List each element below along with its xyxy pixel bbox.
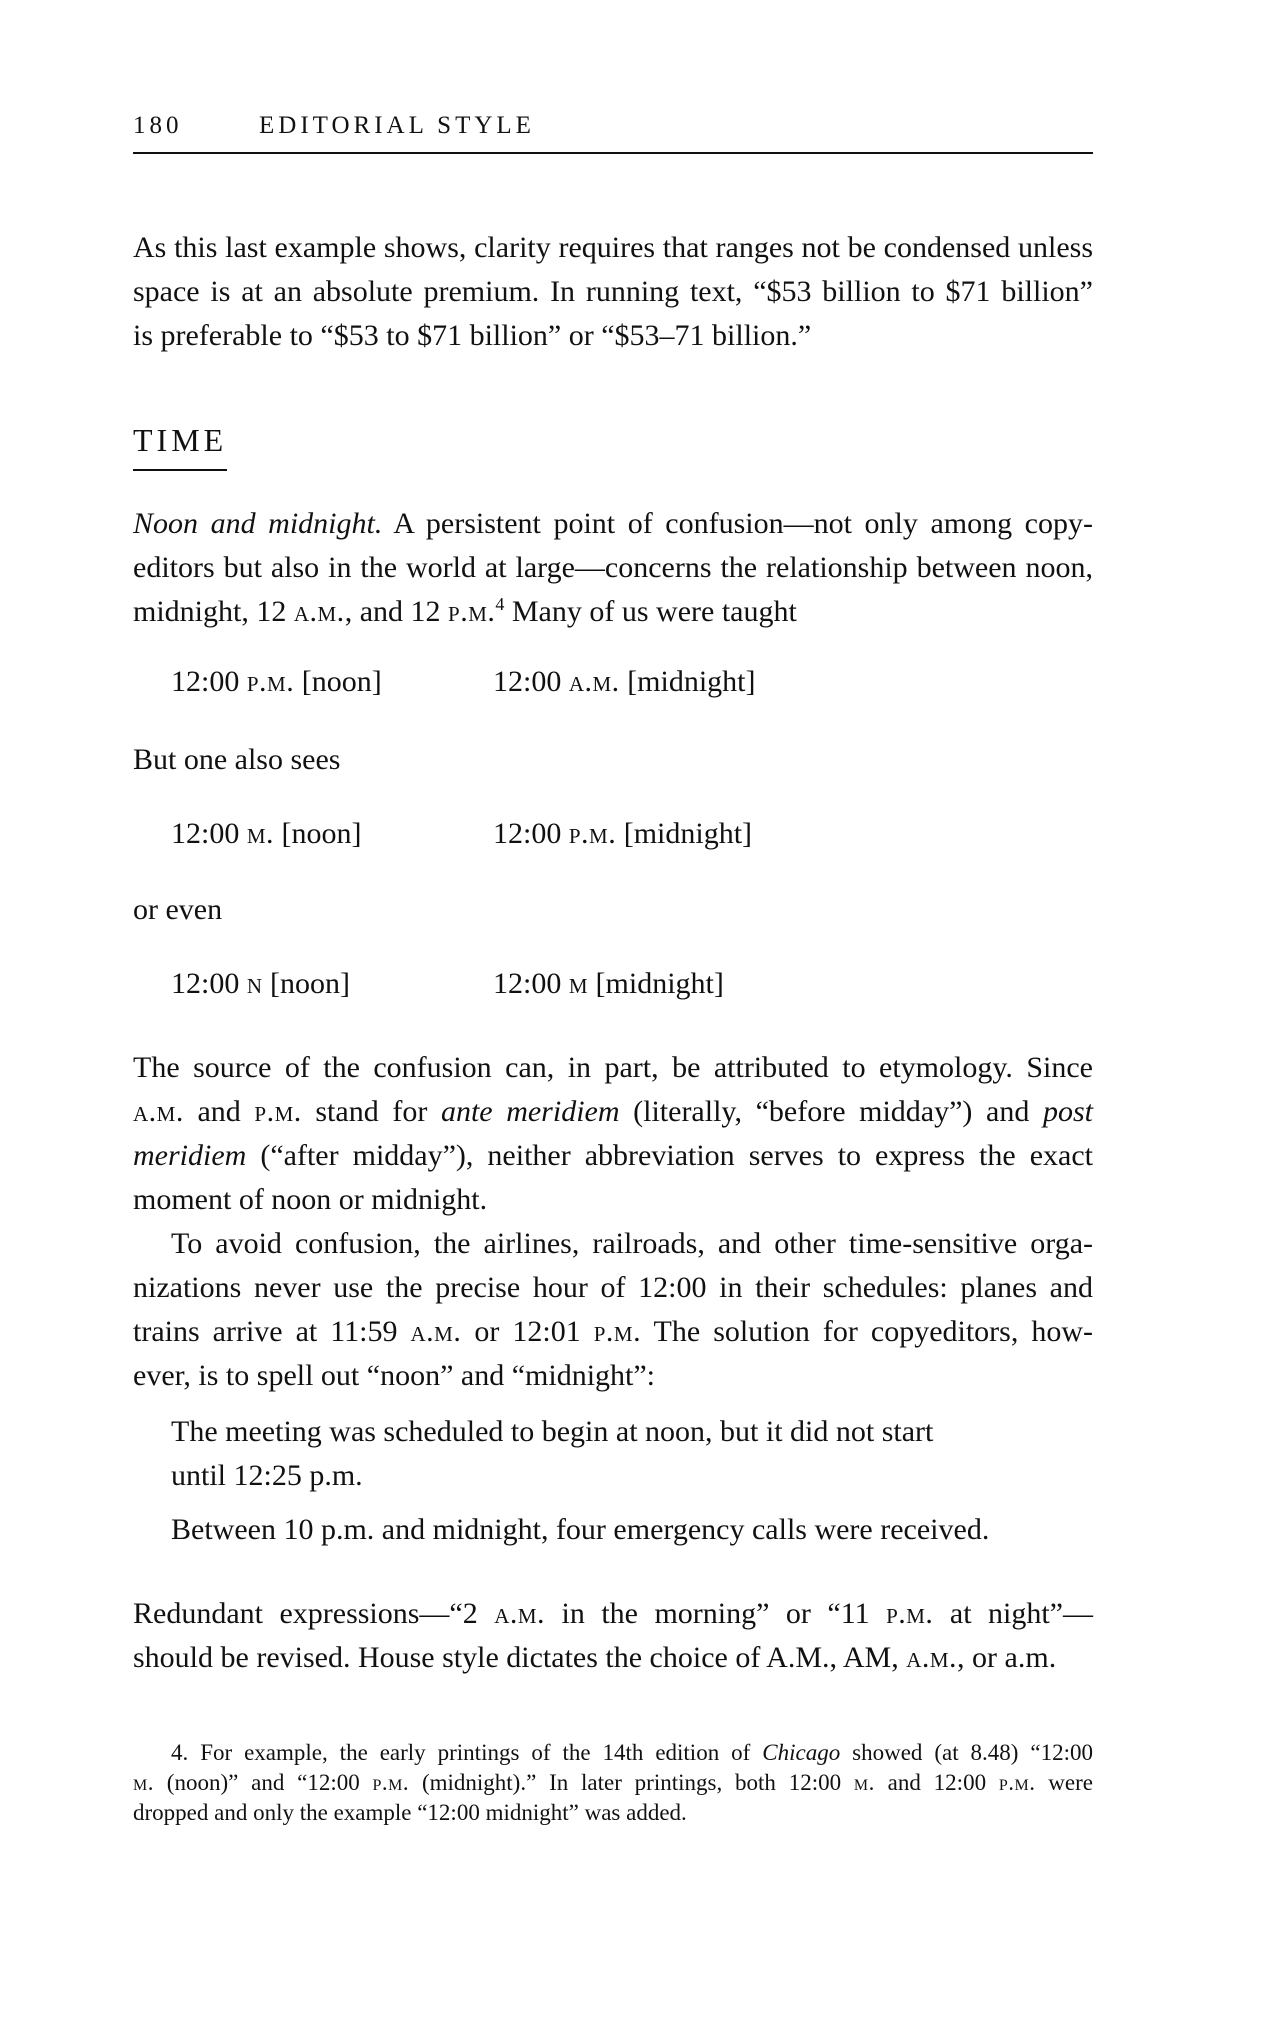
text-line: Noon and midnight. A persistent point of confusion—not only among copy- (133, 507, 1093, 540)
text-line: trains arrive at 11:59 a.m. or 12:01 p.m. The solution for copyeditors, how- (133, 1315, 1094, 1348)
text-line: As this last example shows, clarity requires that ranges not be condensed unless (133, 231, 1093, 264)
etymology-paragraph (133, 1046, 1093, 1222)
time-example-left: 12:00 n [noon] (171, 967, 350, 1000)
transition-text: But one also sees (133, 743, 341, 776)
text-line: The source of the confusion can, in part, be attributed to etymology. Since (133, 1051, 1093, 1084)
time-example-left: 12:00 m. [noon] (171, 817, 362, 850)
time-example-row (171, 660, 756, 704)
section-heading: TIME (133, 422, 227, 471)
footnote-reference: 4 (495, 594, 505, 614)
noon-midnight-paragraph (133, 502, 1093, 634)
text-line: is preferable to “$53 to $71 billion” or “$53–71 billion.” (133, 319, 812, 352)
time-example-right: 12:00 m [midnight] (493, 967, 724, 1000)
time-example-row (171, 962, 724, 1006)
running-head (133, 112, 1093, 154)
book-page (133, 0, 1093, 2025)
running-head-title: EDITORIAL STYLE (259, 112, 535, 139)
text-line: m. (noon)” and “12:00 p.m. (midnight).” In later printings, both 12:00 m. and 12:00 p.m. were (133, 1770, 1093, 1795)
example-sentence (171, 1508, 1071, 1552)
avoid-confusion-paragraph (133, 1222, 1093, 1398)
text-line: The meeting was scheduled to begin at noon, but it did not start (171, 1415, 934, 1448)
text-line: should be revised. House style dictates the choice of A.M., AM, a.m., or a.m. (133, 1641, 1057, 1674)
text-line: nizations never use the precise hour of 12:00 in their schedules: planes and (133, 1271, 1093, 1304)
transition-text: or even (133, 893, 223, 926)
time-example-right: 12:00 p.m. [midnight] (493, 817, 753, 850)
text-line: dropped and only the example “12:00 midnight” was added. (133, 1800, 687, 1825)
text-line: To avoid confusion, the airlines, railroads, and other time-sensitive orga- (171, 1227, 1093, 1260)
footnote (133, 1738, 1093, 1828)
page-number: 180 (133, 112, 183, 139)
text-line: midnight, 12 a.m., and 12 p.m.$^4$ Many of us were taught (133, 594, 797, 628)
time-example-right: 12:00 a.m. [midnight] (493, 665, 756, 698)
text-line: Redundant expressions—“2 a.m. in the morning” or “11 p.m. at night”— (133, 1597, 1094, 1630)
text-line: ever, is to spell out “noon” and “midnight”: (133, 1359, 656, 1392)
run-in-head: Noon and midnight. (133, 507, 383, 540)
intro-paragraph (133, 226, 1093, 358)
time-example-left: 12:00 p.m. [noon] (171, 665, 382, 698)
redundant-expressions-paragraph (133, 1592, 1093, 1680)
text-line: moment of noon or midnight. (133, 1183, 488, 1216)
text-line: until 12:25 p.m. (171, 1459, 363, 1492)
text-line: 4. For example, the early printings of the 14th edition of Chicago showed (at 8.48) “12:00 (171, 1740, 1094, 1765)
text-line: space is at an absolute premium. In running text, “$53 billion to $71 billion” (133, 275, 1093, 308)
text-line: Between 10 p.m. and midnight, four emergency calls were received. (171, 1513, 990, 1546)
text-line: a.m. and p.m. stand for ante meridiem (literally, “before midday”) and post (133, 1095, 1093, 1128)
example-sentence (171, 1410, 1071, 1498)
time-example-row (171, 812, 753, 856)
text-line: meridiem (“after midday”), neither abbreviation serves to express the exact (133, 1139, 1093, 1172)
text-line: editors but also in the world at large—concerns the relationship between noon, (133, 551, 1093, 584)
